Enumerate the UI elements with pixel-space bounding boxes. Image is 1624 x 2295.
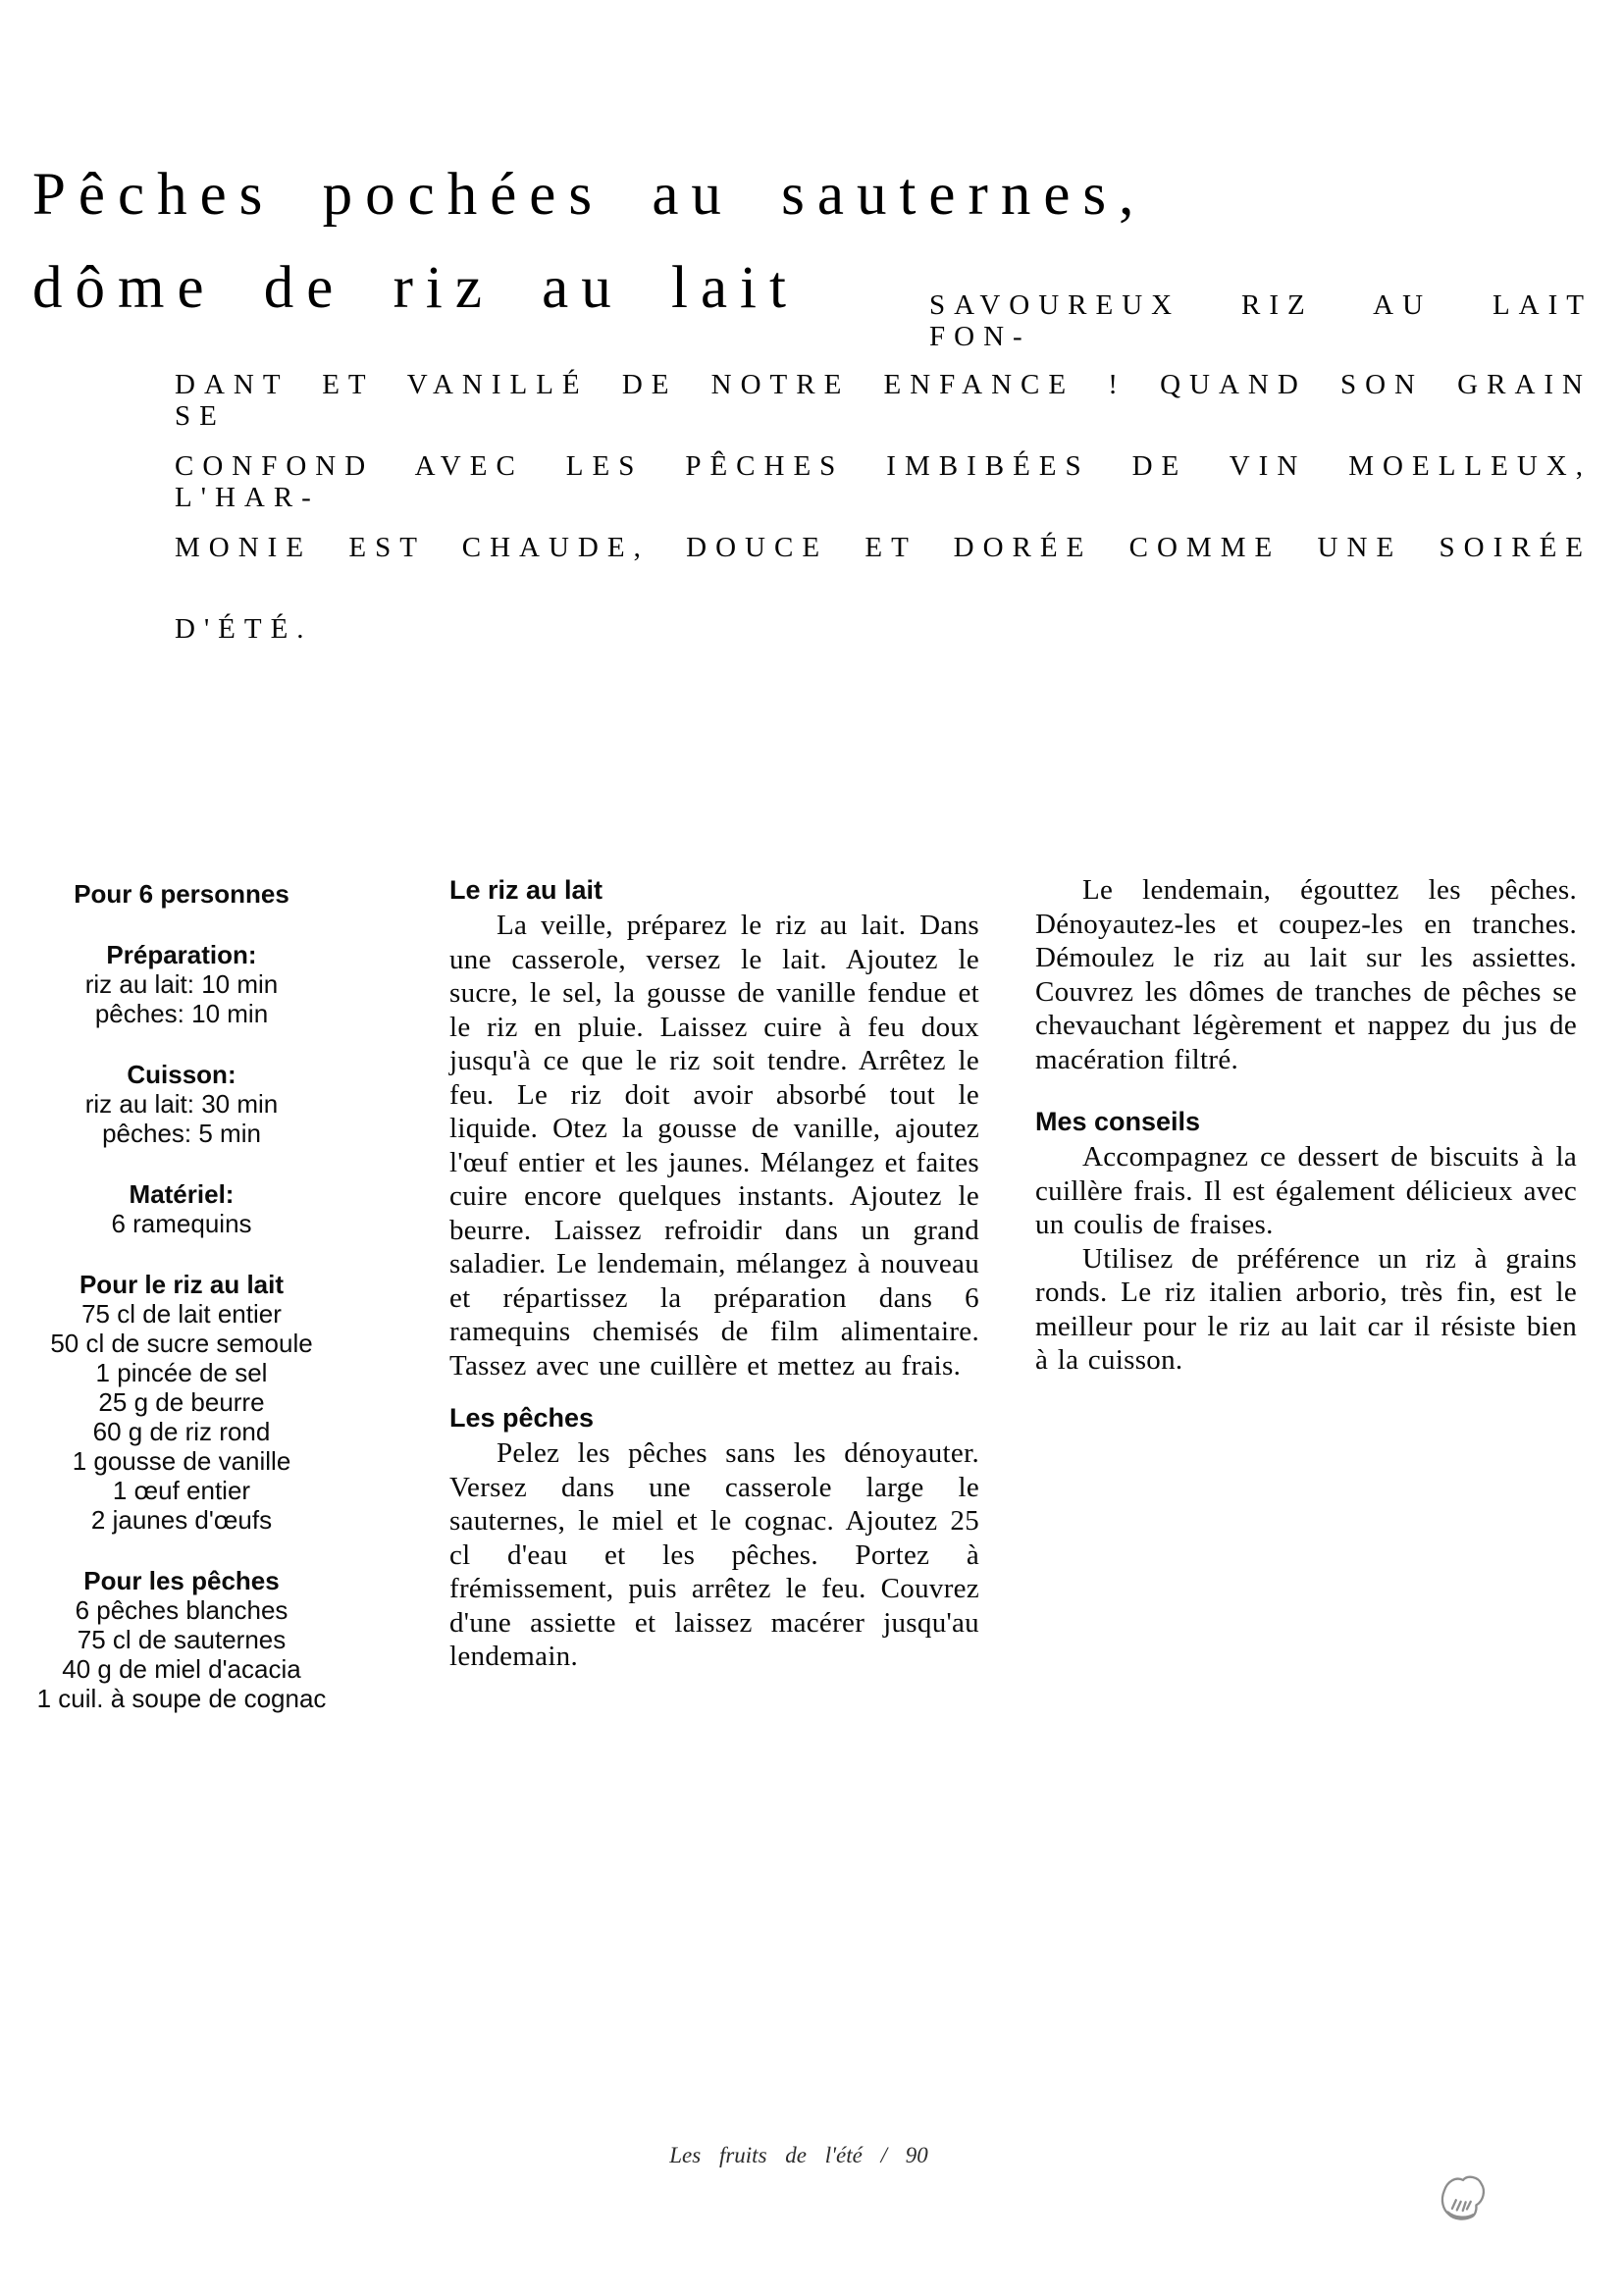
advice-paragraph-2: Utilisez de préférence un riz à grains ronds. Le riz italien arborio, très fin, est le meilleur pour le riz au lait car il résiste bien à la cuisson. — [1035, 1242, 1577, 1376]
ingredient-line: 1 pincée de sel — [95, 1358, 268, 1387]
advice-section — [1035, 1105, 1577, 1378]
ingredient-line: 75 cl de sauternes — [77, 1625, 287, 1654]
page-title-line1: Pêches pochées au sauternes, — [32, 162, 1147, 228]
info-line: pêches: 5 min — [102, 1119, 261, 1148]
serving-steps-section — [1035, 873, 1577, 1076]
ingredient-line: 50 cl de sucre semoule — [50, 1329, 313, 1358]
cooking-section — [29, 1060, 334, 1148]
intro-line-1: SAVOUREUX RIZ AU LAIT FON- — [929, 289, 1593, 352]
ingredient-line: 40 g de miel d'acacia — [62, 1654, 301, 1684]
peach-steps-heading: Les pêches — [449, 1403, 595, 1433]
ingredient-line: 1 gousse de vanille — [72, 1446, 291, 1476]
chef-hat-icon — [1435, 2167, 1492, 2229]
ingredient-line: 6 pêches blanches — [75, 1595, 288, 1625]
page-footer: Les fruits de l'été / 90 — [669, 2143, 928, 2167]
rice-ingredients-section — [29, 1270, 334, 1535]
peach-ingredients-section — [29, 1566, 334, 1713]
intro-line-3: CONFOND AVEC LES PÊCHES IMBIBÉES DE VIN MOELLEUX, L'HAR- — [175, 450, 1592, 513]
page-title-line2: dôme de riz au lait — [32, 255, 799, 321]
info-line: riz au lait: 10 min — [84, 969, 279, 999]
info-line: riz au lait: 30 min — [84, 1089, 279, 1119]
equipment-heading: Matériel: — [129, 1179, 235, 1209]
peach-ingredients-heading: Pour les pêches — [83, 1566, 280, 1595]
ingredient-line: 25 g de beurre — [98, 1387, 265, 1417]
preparation-section — [29, 940, 334, 1028]
intro-line-2: DANT ET VANILLÉ DE NOTRE ENFANCE ! QUAND SON GRAIN SE — [175, 369, 1592, 432]
ingredient-line: 75 cl de lait entier — [81, 1299, 282, 1329]
rice-ingredients-heading: Pour le riz au lait — [79, 1270, 285, 1299]
servings-heading: Pour 6 personnes — [74, 879, 289, 909]
peach-steps-paragraph: Pelez les pêches sans les dénoyauter. Versez dans une casserole large le sauternes, le miel et le cognac. Ajoutez 25 cl d'eau et les pêches. Portez à frémissement, puis arrêtez le feu. Couvrez d'une assiette et laissez macérer jusqu'au lendemain. — [449, 1437, 979, 1672]
ingredient-line: 1 œuf entier — [112, 1476, 251, 1505]
rice-steps-section — [449, 873, 979, 1382]
intro-line-5: D'ÉTÉ. — [175, 613, 313, 645]
advice-heading: Mes conseils — [1035, 1107, 1201, 1136]
rice-steps-paragraph: La veille, préparez le riz au lait. Dans une casserole, versez le lait. Ajoutez le sucre, le sel, la gousse de vanille fendue et le riz en pluie. Laissez cuire à feu doux jusqu'à ce que le riz soit tendre. Arrêtez le feu. Le riz doit avoir absorbé tout le liquide. Otez la gousse de vanille, ajoutez l'œuf entier et les jaunes. Mélangez et faites cuire encore quelques instants. Ajoutez le beurre. Laissez refroidir dans un grand saladier. Le lendemain, mélangez à nouveau et répartissez la préparation dans 6 ramequins chemisés de film alimentaire. Tassez avec une cuillère et mettez au frais. — [449, 910, 979, 1382]
servings-section — [29, 879, 334, 909]
advice-paragraph-1: Accompagnez ce dessert de biscuits à la cuillère frais. Il est également délicieux avec un coulis de fraises. — [1035, 1141, 1577, 1240]
cooking-heading: Cuisson: — [127, 1060, 236, 1089]
ingredient-line: 60 g de riz rond — [92, 1417, 271, 1446]
preparation-heading: Préparation: — [106, 940, 257, 969]
ingredient-line: 1 cuil. à soupe de cognac — [36, 1684, 327, 1713]
info-line: 6 ramequins — [111, 1209, 252, 1238]
equipment-section — [29, 1179, 334, 1238]
intro-line-4: MONIE EST CHAUDE, DOUCE ET DORÉE COMME UNE SOIRÉE — [175, 532, 1592, 563]
info-line: pêches: 10 min — [94, 999, 269, 1028]
info-column — [29, 879, 334, 1713]
peach-steps-section — [449, 1401, 979, 1674]
rice-steps-heading: Le riz au lait — [449, 875, 603, 905]
ingredient-line: 2 jaunes d'œufs — [90, 1505, 273, 1535]
serving-steps-paragraph: Le lendemain, égouttez les pêches. Dénoyautez-les et coupez-les en tranches. Démoulez le riz au lait sur les assiettes. Couvrez les dômes de tranches de pêches se chevauchant légèrement et nappez du jus de macération filtré. — [1035, 874, 1577, 1075]
